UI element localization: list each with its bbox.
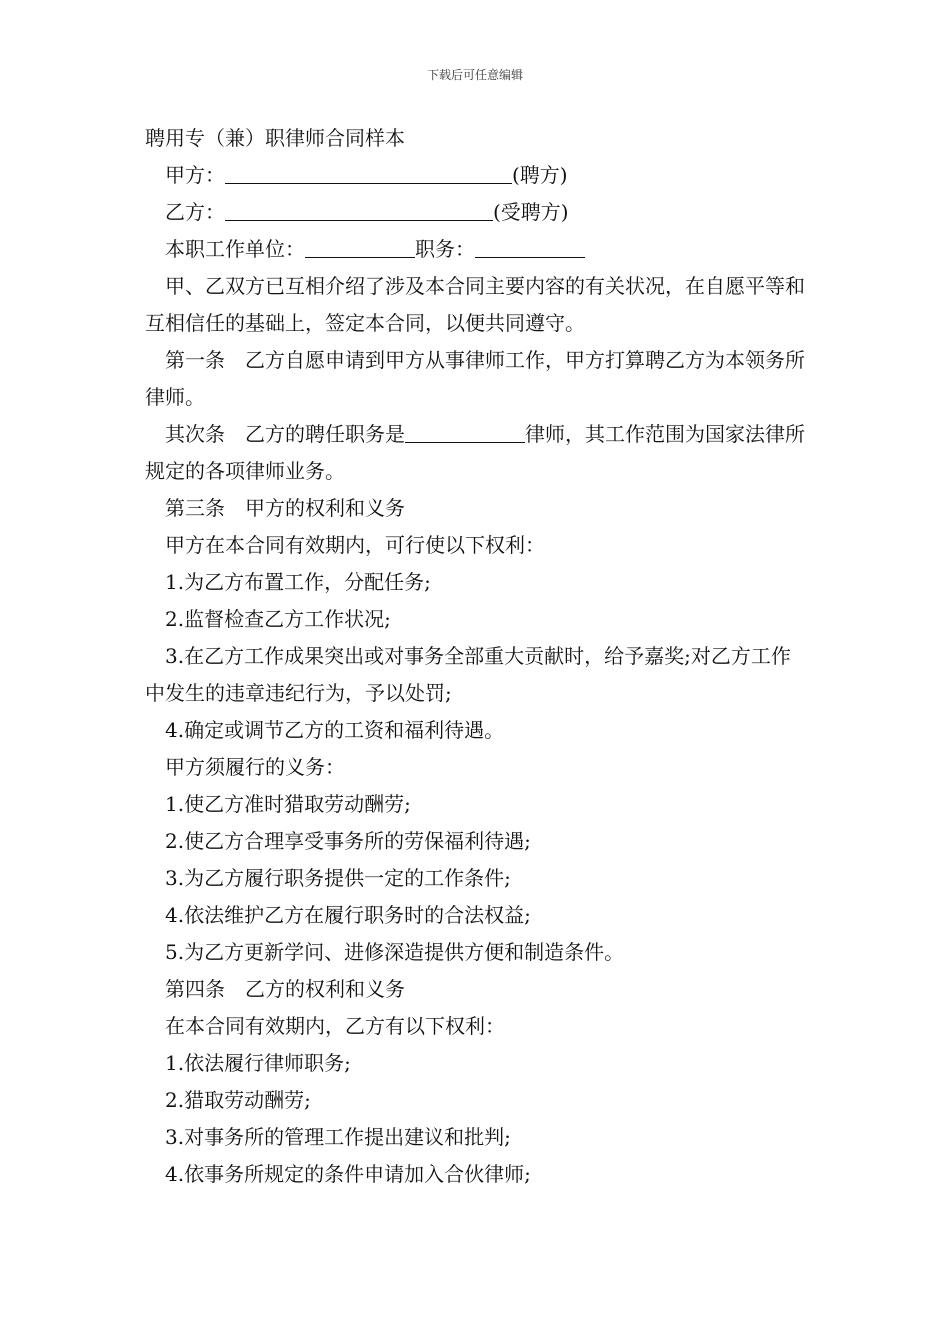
article-3-right-2: 2.监督检查乙方工作状况;	[165, 607, 391, 631]
article-3-duty-3: 3.为乙方履行职务提供一定的工作条件;	[165, 866, 511, 890]
party-b-label: 乙方：	[165, 200, 225, 224]
article-2-blank	[405, 418, 525, 443]
article-4-right-2: 2.猎取劳动酬劳;	[165, 1088, 311, 1112]
article-3-right-4: 4.确定或调节乙方的工资和福利待遇。	[165, 718, 505, 742]
article-4-right-3: 3.对事务所的管理工作提出建议和批判;	[165, 1125, 511, 1149]
article-3-duty-5: 5.为乙方更新学问、进修深造提供方便和制造条件。	[165, 940, 625, 964]
intro-paragraph: 甲、乙双方已互相介绍了涉及本合同主要内容的有关状况，在自愿平等和互相信任的基础上，签定本合同，以便共同遵守。	[145, 274, 805, 335]
page-header: 下载后可任意编辑	[426, 68, 523, 82]
article-3-right-3: 3.在乙方工作成果突出或对事务全部重大贡献时，给予嘉奖;对乙方工作中发生的违章违纪行为，予以处罚;	[145, 644, 791, 705]
article-4-right-4: 4.依事务所规定的条件申请加入合伙律师;	[165, 1162, 531, 1186]
contract-body	[145, 120, 810, 1193]
party-b-line	[145, 194, 810, 231]
article-2-suffix: 律师，其工作范围为国家法律所规定的各项律师业务。	[145, 422, 805, 483]
article-3-duty-4: 4.依法维护乙方在履行职务时的合法权益;	[165, 903, 531, 927]
article-3-rights-intro: 甲方在本合同有效期内，可行使以下权利：	[165, 533, 545, 557]
party-a-line	[145, 157, 810, 194]
party-a-suffix: (聘方)	[512, 163, 568, 187]
article-3-duty-1: 1.使乙方准时猎取劳动酬劳;	[165, 792, 411, 816]
article-3-duty-2: 2.使乙方合理享受事务所的劳保福利待遇;	[165, 829, 531, 853]
unit-blank	[305, 233, 415, 258]
article-3-title: 第三条 甲方的权利和义务	[165, 496, 405, 520]
article-3-duties-intro: 甲方须履行的义务：	[165, 755, 345, 779]
position-blank	[475, 233, 585, 258]
article-2	[145, 416, 810, 490]
unit-label: 本职工作单位：	[165, 237, 305, 261]
article-4-right-1: 1.依法履行律师职务;	[165, 1051, 351, 1075]
unit-line	[145, 231, 810, 268]
article-2-prefix: 其次条 乙方的聘任职务是	[165, 422, 405, 446]
party-b-suffix: (受聘方)	[493, 200, 569, 224]
article-1: 第一条 乙方自愿申请到甲方从事律师工作，甲方打算聘乙方为本领务所律师。	[145, 348, 805, 409]
party-b-blank	[225, 196, 493, 221]
article-4-title: 第四条 乙方的权利和义务	[165, 977, 405, 1001]
position-label: 职务：	[415, 237, 475, 261]
article-3-right-1: 1.为乙方布置工作，分配任务;	[165, 570, 431, 594]
party-a-label: 甲方：	[165, 163, 225, 187]
contract-title: 聘用专（兼）职律师合同样本	[145, 126, 405, 150]
article-4-rights-intro: 在本合同有效期内，乙方有以下权利：	[165, 1014, 505, 1038]
party-a-blank	[225, 159, 512, 184]
